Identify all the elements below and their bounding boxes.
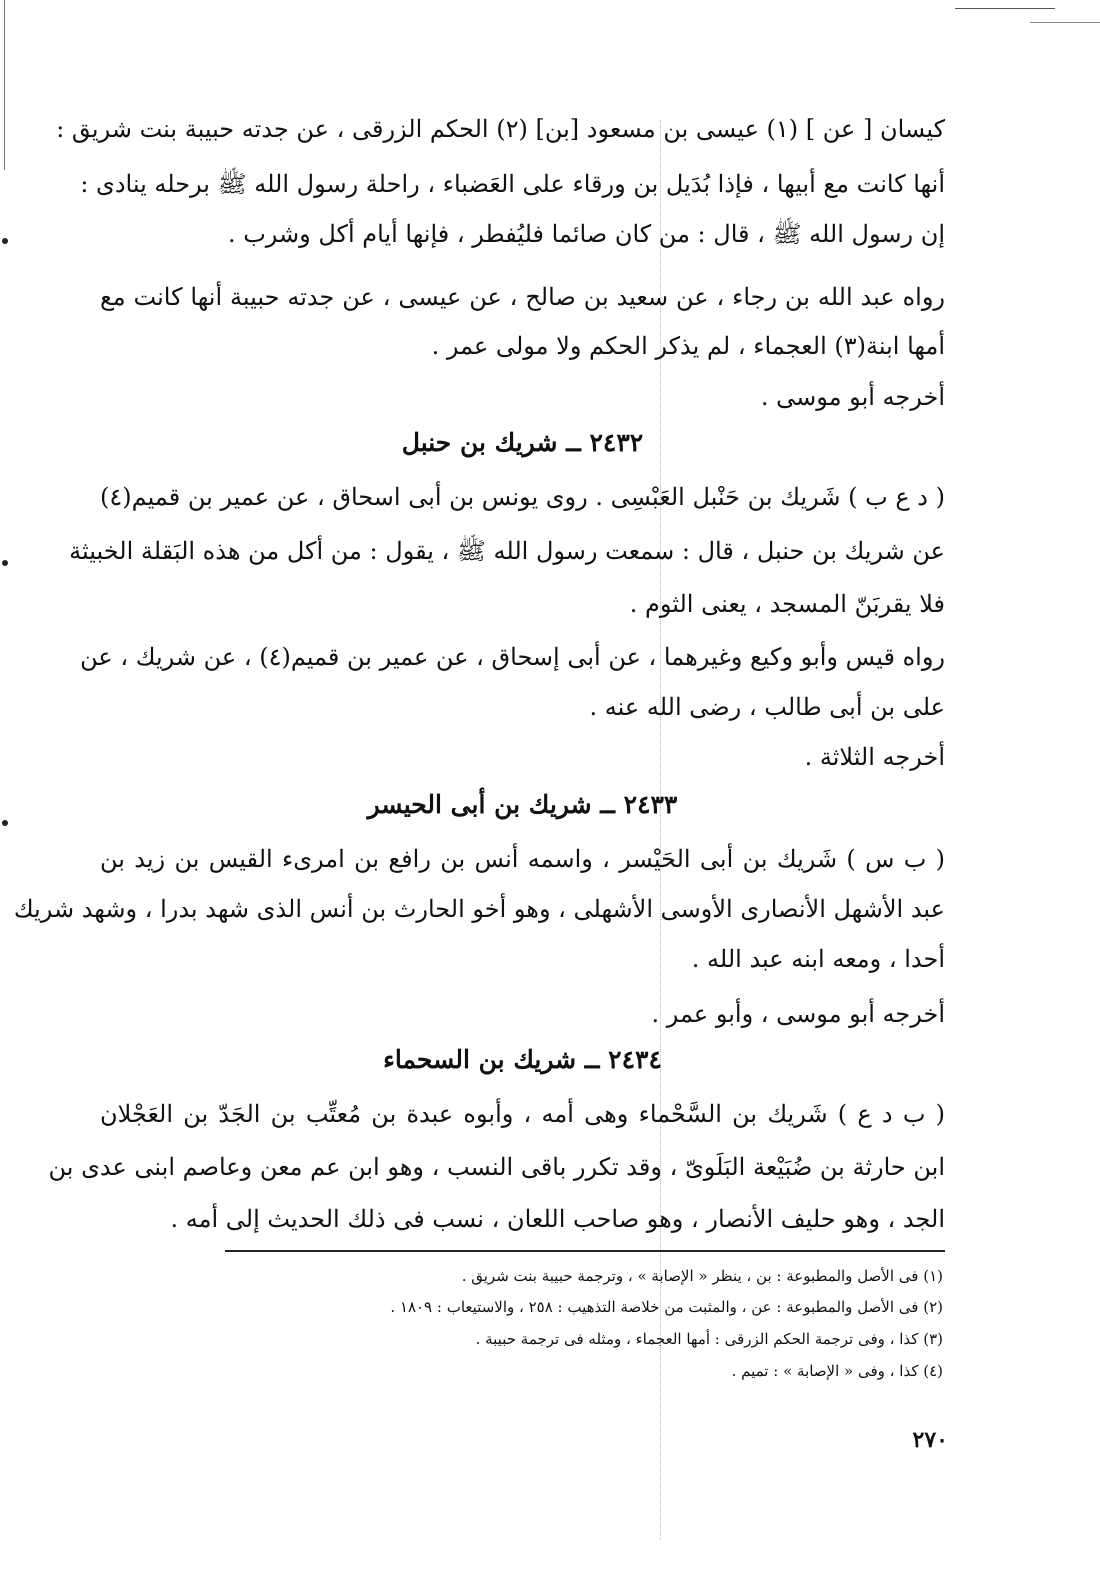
body-line: كيسان [ عن ] (١) عيسى بن مسعود [بن] (٢) الحكم الزرقى ، عن جدته حبيبة بنت شريق : xyxy=(56,115,945,143)
source-line: أخرجه الثلاثة . xyxy=(804,743,945,771)
body-line: فلا يقربَنّ المسجد ، يعنى الثوم . xyxy=(629,590,945,618)
scan-artifact-line xyxy=(1030,22,1100,23)
body-line: ابن حارثة بن ضُبَيْعة البَلَوىّ ، وقد تكرر باقى النسب ، وهو ابن عم معن وعاصم ابنى عدى بن xyxy=(48,1153,945,1181)
scan-artifact-dot xyxy=(2,820,8,826)
source-line: أخرجه أبو موسى ، وأبو عمر . xyxy=(651,1000,945,1028)
entry-heading: ٢٤٣٣ ــ شريك بن أبى الحيسر xyxy=(367,790,678,819)
body-line: ( ب د ع ) شَريك بن السَّحْماء وهى أمه ، وأبوه عبدة بن مُعتِّب بن الجَدّ بن العَجْلان xyxy=(100,1100,945,1128)
entry-heading: ٢٤٣٤ ــ شريك بن السحماء xyxy=(383,1045,662,1074)
scan-artifact-line xyxy=(955,8,1055,9)
scan-artifact-dot xyxy=(2,560,8,566)
page-number: ٢٧٠ xyxy=(912,1427,948,1453)
footnote: (١) فى الأصل والمطبوعة : بن ، ينظر « الإصابة » ، وترجمة حبيبة بنت شريق . xyxy=(461,1267,943,1285)
body-line: أمها ابنة(٣) العجماء ، لم يذكر الحكم ولا مولى عمر . xyxy=(431,332,945,360)
entry-heading: ٢٤٣٢ ــ شريك بن حنبل xyxy=(401,428,644,457)
footnote: (٤) كذا ، وفى « الإصابة » : تميم . xyxy=(731,1362,943,1380)
footnote-divider xyxy=(225,1250,945,1252)
footnote: (٣) كذا ، وفى ترجمة الحكم الزرقى : أمها العجماء ، ومثله فى ترجمة حبيبة . xyxy=(475,1330,943,1348)
body-line: الجد ، وهو حليف الأنصار ، وهو صاحب اللعان ، نسب فى ذلك الحديث إلى أمه . xyxy=(170,1205,945,1233)
body-line: على بن أبى طالب ، رضى الله عنه . xyxy=(589,693,945,721)
body-line: أنها كانت مع أبيها ، فإذا بُدَيل بن ورقاء على العَضباء ، راحلة رسول الله ﷺ برحله ينادى : xyxy=(80,170,945,198)
body-line: ( ب س ) شَريك بن أبى الحَيْسر ، واسمه أنس بن رافع بن امرىء القيس بن زيد بن xyxy=(100,845,945,873)
body-line: رواه قيس وأبو وكيع وغيرهما ، عن أبى إسحاق ، عن عمير بن قميم(٤) ، عن شريك ، عن xyxy=(80,643,945,671)
body-line: ( د ع ب ) شَريك بن حَنْبل العَبْسِى . روى يونس بن أبى اسحاق ، عن عمير بن قميم(٤) xyxy=(100,483,945,511)
body-line: عن شريك بن حنبل ، قال : سمعت رسول الله ﷺ ، يقول : من أكل من هذه البَقلة الخبيثة xyxy=(69,537,945,565)
body-line: إن رسول الله ﷺ ، قال : من كان صائما فليُفطر ، فإنها أيام أكل وشرب . xyxy=(227,220,945,248)
source-line: أخرجه أبو موسى . xyxy=(760,383,945,411)
body-line: أحدا ، ومعه ابنه عبد الله . xyxy=(691,945,945,973)
scan-artifact-dot xyxy=(2,238,8,244)
footnote: (٢) فى الأصل والمطبوعة : عن ، والمثبت من خلاصة التذهيب : ٢٥٨ ، والاستيعاب : ١٨٠٩ . xyxy=(390,1298,943,1316)
scan-artifact-edge xyxy=(4,0,5,170)
body-line: عبد الأشهل الأنصارى الأوسى الأشهلى ، وهو أخو الحارث بن أنس الذى شهد بدرا ، وشهد شريك xyxy=(13,895,945,923)
body-line: رواه عبد الله بن رجاء ، عن سعيد بن صالح ، عن عيسى ، عن جدته حبيبة أنها كانت مع xyxy=(100,283,946,311)
